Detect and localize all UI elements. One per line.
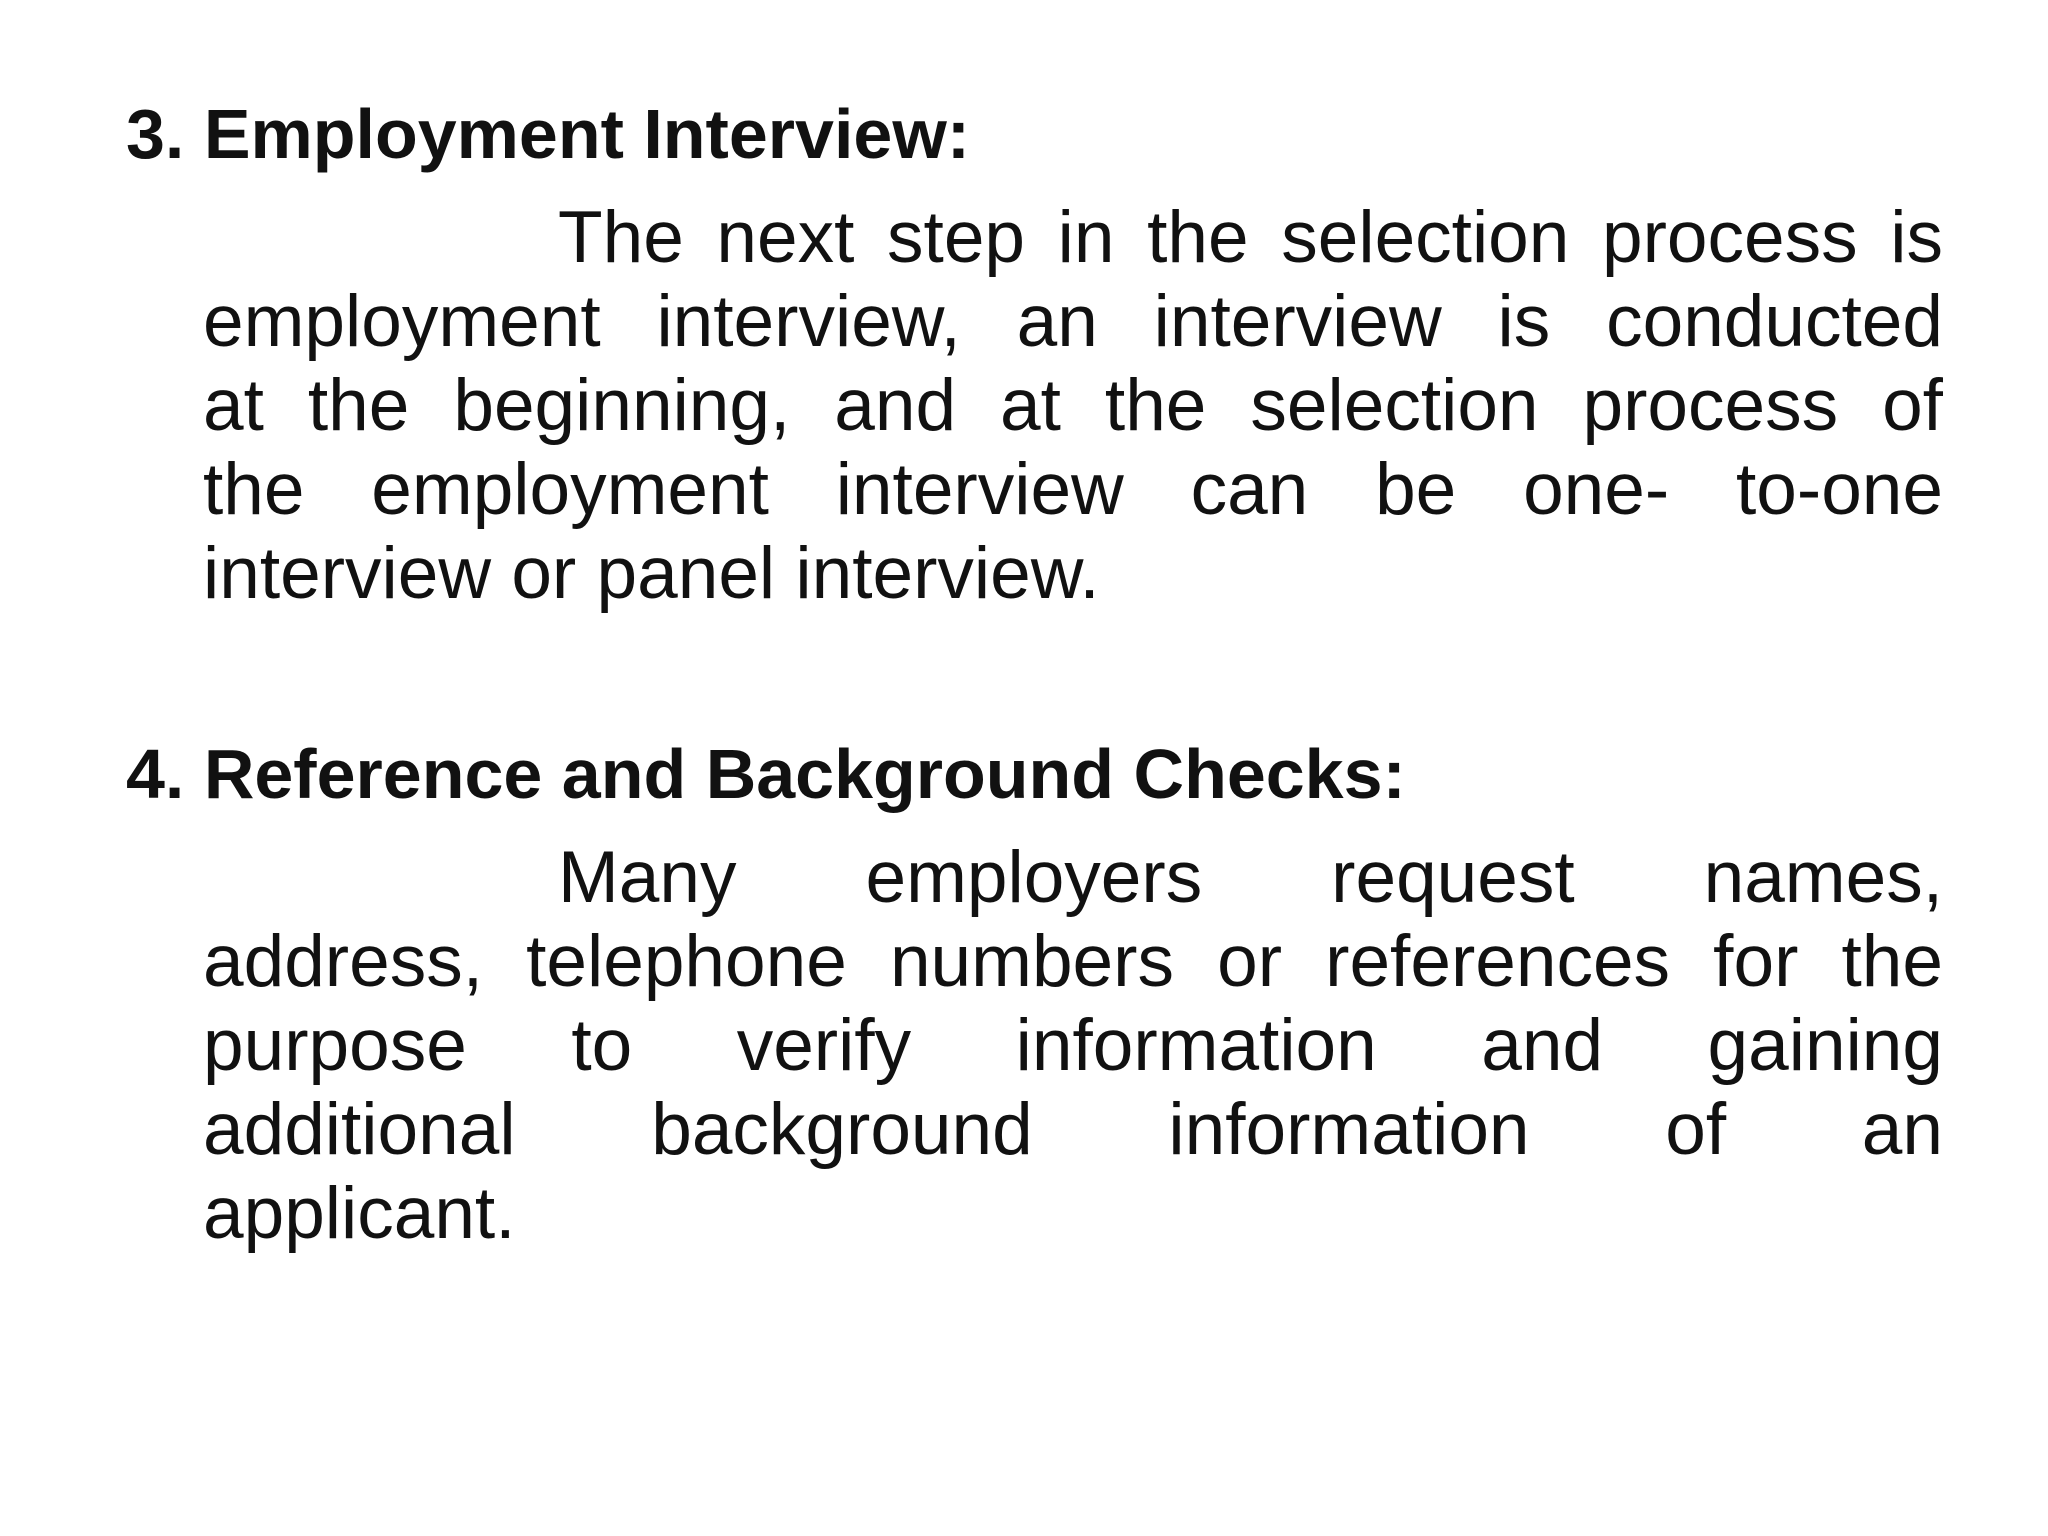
paragraph-line: the employment interview can be one- to-one [203,449,1943,530]
reference-background-paragraph [203,836,1943,1256]
section-heading-employment-interview: 3. Employment Interview: [126,95,971,173]
paragraph-line: at the beginning, and at the selection process of [203,365,1943,446]
paragraph-line: additional background information of an [203,1089,1943,1170]
paragraph-line: purpose to verify information and gaining [203,1005,1943,1086]
paragraph-line: address, telephone numbers or references for the [203,921,1943,1002]
employment-interview-paragraph [203,196,1943,616]
paragraph-line: employment interview, an interview is conducted [203,281,1943,362]
paragraph-line: The next step in the selection process is [558,197,1943,278]
paragraph-line: interview or panel interview. [203,533,1100,614]
paragraph-line: Many employers request names, [558,837,1943,918]
paragraph-line: applicant. [203,1173,516,1254]
section-heading-reference-background-checks: 4. Reference and Background Checks: [126,735,1406,813]
